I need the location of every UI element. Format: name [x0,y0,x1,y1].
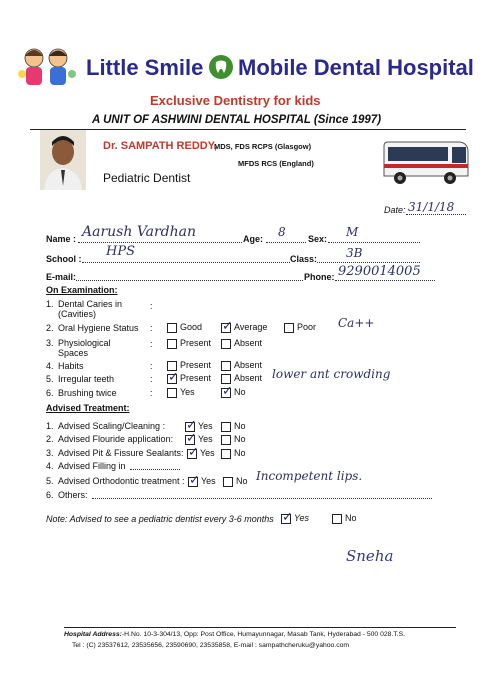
advised-5-num: 5. [46,476,54,486]
tagline: Exclusive Dentistry for kids [150,93,321,108]
exam-2-label: Oral Hygiene Status [58,323,139,333]
exam-5-note[interactable]: lower ant crowding [272,367,391,381]
advised-4-num: 4. [46,461,54,471]
class-value[interactable]: 3B [346,246,363,260]
advised-3-opt-no[interactable]: No [221,448,246,459]
exam-6-colon: : [150,388,153,398]
bus-icon [380,138,472,188]
phone-line [335,280,435,281]
exam-2-colon: : [150,323,153,333]
advised-4-line [130,469,180,470]
exam-1-num: 1. [46,299,54,309]
exam-5-label: Irregular teeth [58,374,115,384]
checkbox-checked[interactable] [167,369,179,385]
checkbox[interactable] [221,422,231,432]
checkbox[interactable] [223,477,233,487]
phone-value[interactable]: 9290014005 [338,264,421,279]
checkbox[interactable] [221,449,231,459]
header-divider [30,129,466,130]
name-value[interactable]: Aarush Vardhan [82,224,197,240]
check-icon: ✓ [189,472,200,488]
school-label: School : [46,254,82,264]
age-line [266,242,306,243]
exam-6-opt-no[interactable]: ✓ No [222,383,246,399]
advised-5-opt-no[interactable]: No [223,476,248,487]
age-value[interactable]: 8 [278,225,286,239]
unit-line: A UNIT OF ASHWINI DENTAL HOSPITAL (Since 1997) [92,114,382,126]
exam-4-num: 4. [46,361,54,371]
school-line [82,262,290,263]
exam-4-opt-absent[interactable]: Absent [221,360,262,371]
date-label: Date: [384,205,406,215]
footer-address-text: -H.No. 10-3-304/13, Opp: Post Office, Humayunnagar, Masab Tank, Hyderabad - 500 028.T.S. [121,631,406,638]
advised-6-line [92,498,432,499]
exam-3-colon: : [150,339,153,349]
footer-address-label: Hospital Address: [64,631,122,638]
checkbox[interactable] [284,323,294,333]
advised-2-label: Advised Flouride application: [58,434,174,444]
checkbox[interactable] [221,361,231,371]
sex-value[interactable]: M [346,225,359,239]
sex-line [328,242,420,243]
exam-1-colon: : [150,301,153,311]
checkbox[interactable] [167,339,177,349]
name-line [78,242,242,243]
checkbox-checked[interactable] [187,444,199,460]
check-icon: ✓ [186,430,197,446]
checkbox-checked[interactable] [281,509,293,525]
tooth-logo [208,54,234,80]
email-line [76,280,303,281]
advised-2-opt-no[interactable]: No [221,434,246,445]
exam-2-opt-average[interactable]: ✓ Average [222,318,268,334]
exam-5-opt-present[interactable]: ✓ Present [168,369,212,385]
advised-1-opt-no[interactable]: No [221,421,246,432]
name-label: Name : [46,234,77,244]
exam-4-label: Habits [58,361,84,371]
footer-address [64,631,405,638]
exam-3-label: Physiological [58,338,111,348]
check-icon: ✓ [222,383,233,399]
advised-3-num: 3. [46,448,54,458]
doctor-quals-2: MFDS RCS (England) [238,159,314,168]
email-label: E-mail: [46,272,77,282]
exam-5-num: 5. [46,374,54,384]
exam-3-label2: Spaces [58,348,89,358]
exam-2-opt-good[interactable]: Good [167,322,202,333]
note-text: Note: Advised to see a pediatric dentist every 3-6 months [46,514,274,524]
checkbox[interactable] [221,435,231,445]
sex-label: Sex: [308,234,328,244]
date-line [406,214,466,215]
exam-6-num: 6. [46,388,54,398]
advised-5-note[interactable]: Incompetent lips. [256,469,363,483]
advised-4-label: Advised Filling in [58,461,126,471]
advised-5-opt-yes[interactable]: ✓ Yes [189,472,216,488]
advised-2-opt-yes[interactable]: ✓ Yes [186,430,213,446]
exam-6-opt-yes[interactable]: Yes [167,387,195,398]
advised-1-opt-yes[interactable]: ✓ Yes [186,417,213,433]
advised-3-label: Advised Pit & Fissure Sealants: [58,448,184,458]
advised-1-label: Advised Scaling/Cleaning : [58,421,166,431]
footer-divider [64,627,456,628]
doctor-quals-1: MDS, FDS RCPS (Glasgow) [214,142,312,151]
check-icon: ✓ [222,318,233,334]
hospital-name-part1: Little Smile [86,55,204,80]
advised-1-num: 1. [46,421,54,431]
school-value[interactable]: HPS [106,244,135,259]
advised-heading: Advised Treatment: [46,403,130,413]
note-opt-yes[interactable]: ✓ Yes [282,509,310,525]
exam-5-colon: : [150,374,153,384]
exam-2-num: 2. [46,323,54,333]
class-label: Class: [290,254,318,264]
doctor-photo [40,130,86,190]
checkbox-checked[interactable] [221,318,233,334]
checkbox[interactable] [332,514,342,524]
doctor-title: Pediatric Dentist [103,171,191,185]
exam-3-opt-present[interactable]: Present [167,338,211,349]
checkbox[interactable] [167,323,177,333]
exam-2-note[interactable]: Ca++ [338,316,375,330]
exam-3-opt-absent[interactable]: Absent [221,338,262,349]
signature: Sneha [346,547,394,565]
exam-1-label2: (Cavities) [58,309,97,319]
checkbox-checked[interactable] [185,430,197,446]
check-icon: ✓ [188,444,199,460]
advised-5-label: Advised Orthodontic treatment : [58,476,185,486]
exam-4-colon: : [150,361,153,371]
check-icon: ✓ [168,369,179,385]
advised-2-num: 2. [46,434,54,444]
exam-5-opt-absent[interactable]: Absent [221,373,262,384]
check-icon: ✓ [186,417,197,433]
checkbox[interactable] [221,339,231,349]
exam-4-opt-present[interactable]: Present [167,360,211,371]
exam-2-opt-poor[interactable]: Poor [284,322,316,333]
date-value[interactable]: 31/1/18 [408,200,455,214]
phone-label: Phone: [304,272,335,282]
check-icon: ✓ [282,509,293,525]
kids-logo [14,44,80,94]
checkbox-checked[interactable] [221,383,233,399]
age-label: Age: [243,234,263,244]
checkbox[interactable] [221,374,231,384]
doctor-name: Dr. SAMPATH REDDY, [103,140,217,152]
exam-6-label: Brushing twice [58,388,117,398]
hospital-name-part2: Mobile Dental Hospital [238,55,474,80]
footer-tel: Tel : (C) 23537612, 23535656, 23590690, 23535858, E-mail : sampathcheruku@yahoo.com [72,642,350,649]
exam-heading: On Examination: [46,285,118,295]
advised-6-num: 6. [46,490,54,500]
note-opt-no[interactable]: No [332,513,357,524]
class-line [317,262,420,263]
exam-1-label: Dental Caries in [58,299,123,309]
checkbox[interactable] [167,388,177,398]
exam-3-num: 3. [46,338,54,348]
advised-3-opt-yes[interactable]: ✓ Yes [188,444,215,460]
checkbox-checked[interactable] [188,472,200,488]
advised-6-label: Others: [58,490,88,500]
